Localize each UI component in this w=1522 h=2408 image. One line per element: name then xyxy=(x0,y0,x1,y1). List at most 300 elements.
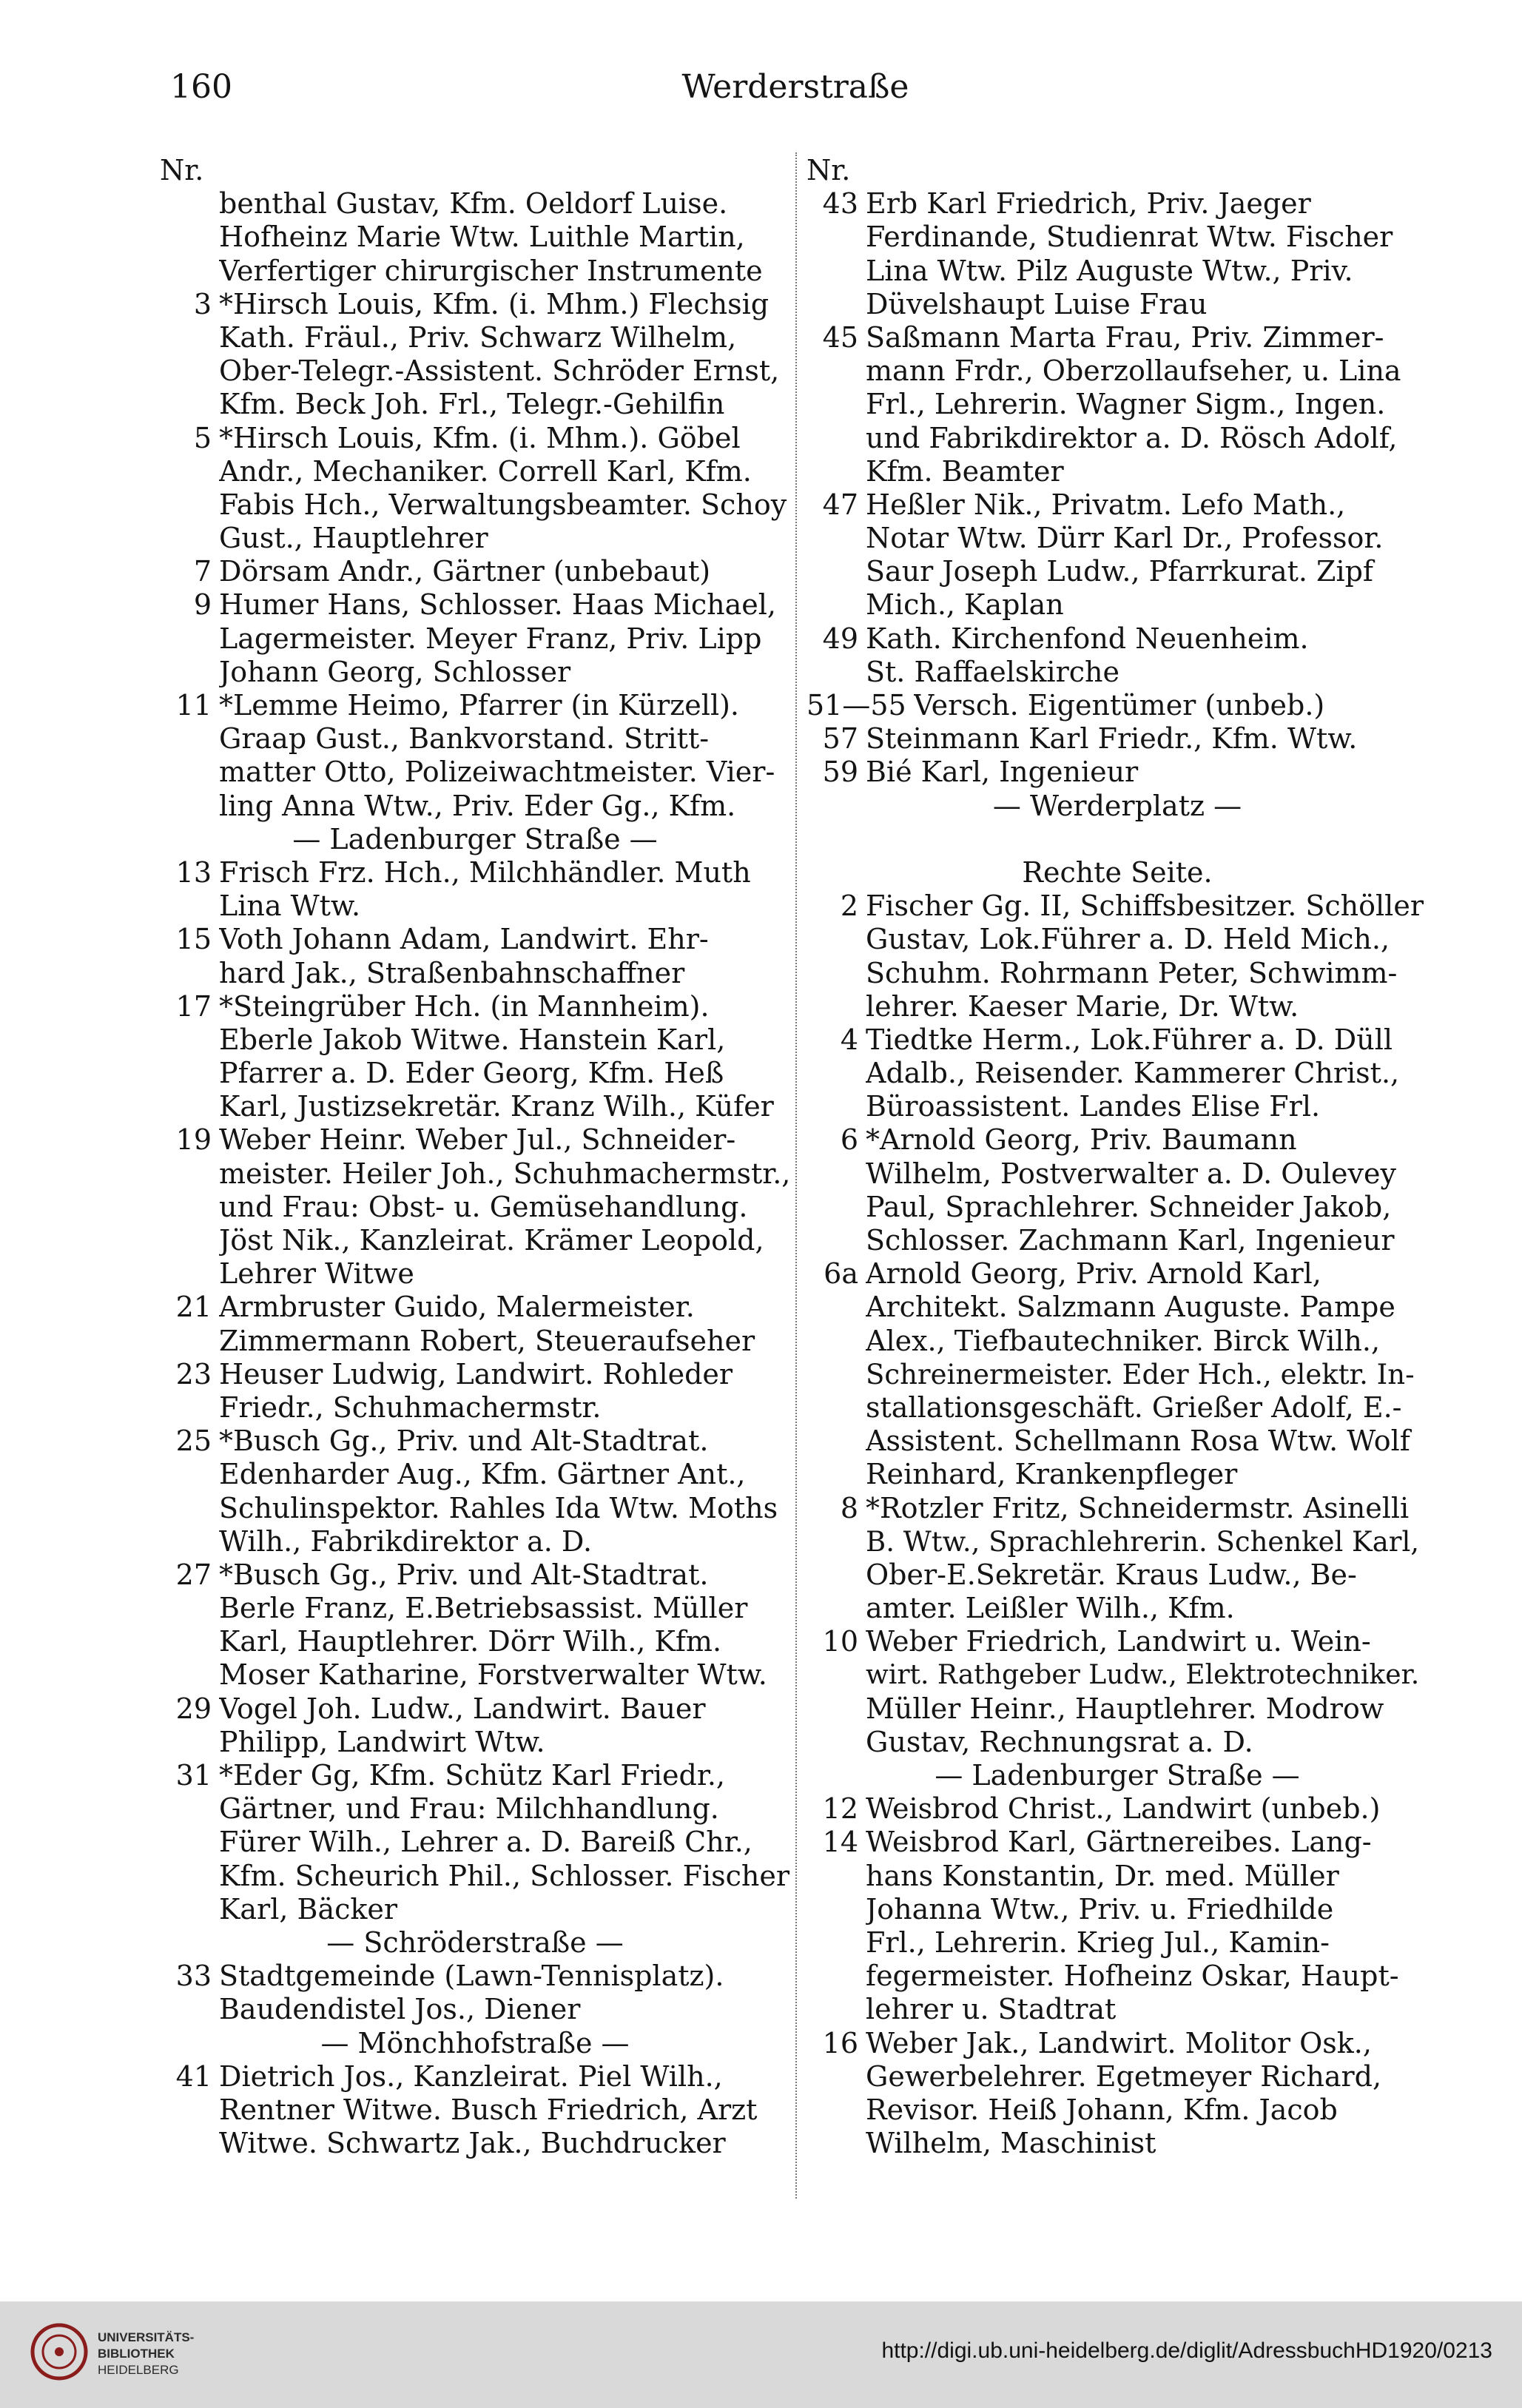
house-number xyxy=(160,1860,219,1893)
house-number: 13 xyxy=(175,855,212,889)
entry-text: Lina Wtw. Pilz Auguste Wtw., Priv. xyxy=(866,254,1353,287)
house-number xyxy=(807,1926,866,1960)
directory-entry-line xyxy=(160,321,790,354)
section-heading: — Mönchhofstraße — xyxy=(320,2026,630,2059)
house-number: 33 xyxy=(175,1960,212,1993)
house-number xyxy=(807,1325,866,1358)
entry-text: Baudendistel Jos., Diener xyxy=(219,1993,581,2026)
entry-text: Gust., Hauptlehrer xyxy=(219,522,488,555)
directory-entry-line xyxy=(807,990,1428,1023)
house-number xyxy=(160,722,219,756)
directory-entry-line xyxy=(807,1558,1428,1592)
house-number: 59 xyxy=(822,756,858,789)
directory-entry-line xyxy=(807,422,1428,455)
directory-entry-line xyxy=(160,221,790,254)
entry-text: Gewerbelehrer. Egetmeyer Richard, xyxy=(866,2059,1382,2093)
house-number: 2 xyxy=(840,889,858,923)
house-number: 5 xyxy=(193,421,212,454)
entry-text: Kfm. Scheurich Phil., Schlosser. Fischer xyxy=(219,1859,790,1892)
directory-entry-line xyxy=(807,689,1428,722)
directory-entry-line xyxy=(160,1391,790,1425)
house-number: 27 xyxy=(175,1558,212,1591)
library-seal-icon xyxy=(30,2322,89,2381)
entry-text: Karl, Justizsekretär. Kranz Wilh., Küfer xyxy=(219,1090,774,1123)
directory-entry-line xyxy=(807,2093,1428,2127)
directory-entry-line xyxy=(160,1692,790,1726)
entry-text: Fabis Hch., Verwaltungsbeamter. Schoy xyxy=(219,488,787,521)
house-number xyxy=(807,1291,866,1324)
house-number xyxy=(807,1391,866,1425)
house-number xyxy=(807,1993,866,2026)
entry-text: *Steingrüber Hch. (in Mannheim). xyxy=(219,989,710,1023)
entry-text: Ferdinande, Studienrat Wtw. Fischer xyxy=(866,221,1393,254)
house-number xyxy=(807,1425,866,1458)
footer-bar xyxy=(0,2301,1522,2408)
house-number: 51—55 xyxy=(807,689,906,722)
directory-entry-line xyxy=(807,522,1428,555)
entry-text: und Frau: Obst- u. Gemüsehandlung. xyxy=(219,1190,748,1223)
house-number xyxy=(807,1658,866,1692)
directory-entry-line xyxy=(807,1826,1428,1859)
entry-text: Weisbrod Karl, Gärtnereibes. Lang- xyxy=(866,1826,1372,1859)
library-logo xyxy=(30,2316,252,2393)
entry-text: benthal Gustav, Kfm. Oeldorf Luise. xyxy=(219,187,728,221)
house-number: 6a xyxy=(824,1257,858,1291)
house-number xyxy=(160,1658,219,1692)
house-number xyxy=(160,1458,219,1491)
house-number xyxy=(160,889,219,923)
entry-text: *Arnold Georg, Priv. Baumann xyxy=(866,1123,1297,1157)
directory-entry-line xyxy=(160,1425,790,1458)
house-number: 7 xyxy=(193,555,212,588)
entry-text: Steinmann Karl Friedr., Kfm. Wtw. xyxy=(866,722,1358,756)
house-number xyxy=(160,756,219,789)
house-number: 57 xyxy=(822,722,858,756)
entry-text: Pfarrer a. D. Eder Georg, Kfm. Heß xyxy=(219,1057,724,1090)
entry-text: Ober-E.Sekretär. Kraus Ludw., Be- xyxy=(866,1558,1357,1591)
section-heading: — Werderplatz — xyxy=(992,789,1242,822)
entry-text: Graap Gust., Bankvorstand. Stritt- xyxy=(219,722,710,756)
entry-text: Paul, Sprachlehrer. Schneider Jakob, xyxy=(866,1190,1392,1223)
section-heading: Rechte Seite. xyxy=(1022,855,1213,889)
entry-text: Frisch Frz. Hch., Milchhändler. Muth xyxy=(219,855,751,889)
entry-text: Vogel Joh. Ludw., Landwirt. Bauer xyxy=(219,1692,706,1725)
entry-text: Frl., Lehrerin. Wagner Sigm., Ingen. xyxy=(866,388,1386,421)
entry-text: Versch. Eigentümer (unbeb.) xyxy=(913,689,1325,722)
house-number xyxy=(160,790,219,823)
logo-line-1: UNIVERSITÄTS- xyxy=(98,2330,195,2344)
house-number xyxy=(807,1358,866,1391)
house-number xyxy=(160,1726,219,1759)
entry-text: fegermeister. Hofheinz Oskar, Haupt- xyxy=(866,1960,1399,1993)
directory-entry-line xyxy=(807,2127,1428,2160)
entry-text: Mich., Kaplan xyxy=(866,588,1064,622)
entry-text: Kath. Fräul., Priv. Schwarz Wilhelm, xyxy=(219,320,737,354)
house-number xyxy=(807,422,866,455)
directory-entry-line xyxy=(160,288,790,321)
house-number xyxy=(807,990,866,1023)
entry-text: Witwe. Schwartz Jak., Buchdrucker xyxy=(219,2127,726,2160)
directory-entry-line xyxy=(807,1893,1428,1926)
directory-entry-line xyxy=(807,555,1428,588)
entry-text: Andr., Mechaniker. Correll Karl, Kfm. xyxy=(219,454,752,488)
entry-text: Frl., Lehrerin. Krieg Jul., Kamin- xyxy=(866,1926,1330,1959)
entry-text: stallationsgeschäft. Grießer Adolf, E.- xyxy=(866,1390,1402,1424)
house-number xyxy=(160,1191,219,1224)
house-number xyxy=(160,488,219,522)
house-number xyxy=(807,354,866,388)
entry-text: Humer Hans, Schlosser. Haas Michael, xyxy=(219,588,776,622)
directory-entry-line xyxy=(807,1860,1428,1893)
house-number xyxy=(807,1726,866,1759)
directory-entry-line xyxy=(160,187,790,221)
entry-text: Notar Wtw. Dürr Karl Dr., Professor. xyxy=(866,522,1384,555)
directory-entry-line xyxy=(160,1592,790,1625)
house-number xyxy=(807,1592,866,1625)
directory-entry-line xyxy=(160,1191,790,1224)
entry-text: Architekt. Salzmann Auguste. Pampe xyxy=(866,1291,1395,1324)
directory-entry-line xyxy=(160,990,790,1023)
number-column-heading: Nr. xyxy=(160,154,204,186)
entry-text: Lina Wtw. xyxy=(219,889,361,923)
house-number xyxy=(160,522,219,555)
directory-entry-line xyxy=(160,689,790,722)
directory-entry-line xyxy=(160,1224,790,1257)
entry-text: Assistent. Schellmann Rosa Wtw. Wolf xyxy=(866,1425,1410,1458)
house-number xyxy=(160,1023,219,1057)
right-column xyxy=(807,154,1428,2160)
house-number xyxy=(160,455,219,488)
entry-text: Wilh., Fabrikdirektor a. D. xyxy=(219,1524,593,1558)
house-number: 41 xyxy=(175,2059,212,2093)
entry-text: Voth Johann Adam, Landwirt. Ehr- xyxy=(219,923,709,956)
directory-entry-line xyxy=(807,1325,1428,1358)
directory-entry-line xyxy=(807,321,1428,354)
entry-text: Philipp, Landwirt Wtw. xyxy=(219,1725,545,1758)
entry-text: Schlosser. Zachmann Karl, Ingenieur xyxy=(866,1224,1395,1257)
directory-entry-line xyxy=(807,1993,1428,2026)
directory-entry-line xyxy=(807,388,1428,421)
house-number: 4 xyxy=(840,1023,858,1056)
directory-entry-line xyxy=(160,1792,790,1826)
house-number xyxy=(807,2060,866,2093)
directory-entry-line xyxy=(807,2027,1428,2060)
house-number: 19 xyxy=(175,1123,212,1157)
entry-text: *Busch Gg., Priv. und Alt-Stadtrat. xyxy=(219,1558,709,1591)
blank-line xyxy=(807,823,1428,856)
entry-text: Schreinermeister. Eder Hch., elektr. In- xyxy=(866,1358,1415,1390)
directory-entry-line xyxy=(807,488,1428,522)
house-number: 49 xyxy=(822,622,858,655)
house-number xyxy=(807,288,866,321)
house-number xyxy=(160,1592,219,1625)
house-number xyxy=(160,957,219,990)
house-number: 6 xyxy=(840,1123,858,1157)
entry-text: Edenharder Aug., Kfm. Gärtner Ant., xyxy=(219,1458,746,1491)
directory-entry-line xyxy=(160,354,790,388)
source-url[interactable]: http://digi.ub.uni-heidelberg.de/diglit/AdressbuchHD1920/0213 xyxy=(881,2338,1492,2363)
directory-entry-line xyxy=(160,1325,790,1358)
directory-entry-line xyxy=(160,1558,790,1592)
entry-text: *Eder Gg, Kfm. Schütz Karl Friedr., xyxy=(219,1759,725,1792)
entry-text: Düvelshaupt Luise Frau xyxy=(866,287,1208,320)
directory-entry-line xyxy=(160,255,790,288)
entry-text: Erb Karl Friedrich, Priv. Jaeger xyxy=(866,187,1311,221)
directory-entry-line xyxy=(160,2093,790,2127)
house-number: 16 xyxy=(822,2026,858,2059)
directory-entry-line xyxy=(160,2060,790,2093)
directory-entry-line xyxy=(160,889,790,923)
directory-entry-line xyxy=(160,722,790,756)
house-number xyxy=(160,1224,219,1257)
directory-entry-line xyxy=(160,1090,790,1123)
directory-entry-line xyxy=(160,1625,790,1658)
directory-entry-line xyxy=(807,722,1428,756)
entry-text: lehrer. Kaeser Marie, Dr. Wtw. xyxy=(866,989,1299,1023)
entry-text: lehrer u. Stadtrat xyxy=(866,1993,1117,2026)
entry-text: Gustav, Rechnungsrat a. D. xyxy=(866,1725,1253,1758)
house-number xyxy=(807,957,866,990)
house-number xyxy=(160,1157,219,1191)
house-number xyxy=(160,1325,219,1358)
directory-entry-line xyxy=(807,1257,1428,1291)
entry-text: mann Frdr., Oberzollaufseher, u. Lina xyxy=(866,354,1401,388)
directory-entry-line xyxy=(807,889,1428,923)
house-number xyxy=(807,1558,866,1592)
entry-text: Johanna Wtw., Priv. u. Friedhilde xyxy=(866,1892,1334,1926)
entry-text: Schuhm. Rohrmann Peter, Schwimm- xyxy=(866,956,1398,989)
house-number xyxy=(160,1792,219,1826)
page-number: 160 xyxy=(170,68,232,106)
number-column-heading: Nr. xyxy=(807,154,851,186)
house-number xyxy=(807,221,866,254)
entry-text: Kfm. Beamter xyxy=(866,454,1064,488)
house-number xyxy=(807,522,866,555)
directory-entry-line xyxy=(160,923,790,956)
section-heading: — Ladenburger Straße — xyxy=(935,1759,1300,1792)
directory-entry-line xyxy=(160,2127,790,2160)
house-number xyxy=(160,354,219,388)
entry-text: Revisor. Heiß Johann, Kfm. Jacob xyxy=(866,2093,1338,2126)
entry-text: Dietrich Jos., Kanzleirat. Piel Wilh., xyxy=(219,2059,723,2093)
directory-entry-line xyxy=(160,622,790,656)
directory-entry-line xyxy=(807,1425,1428,1458)
directory-entry-line xyxy=(807,1792,1428,1826)
directory-entry-line xyxy=(807,1625,1428,1658)
house-number xyxy=(807,1458,866,1491)
entry-text: Kath. Kirchenfond Neuenheim. xyxy=(866,622,1309,655)
directory-entry-line xyxy=(160,1525,790,1558)
house-number xyxy=(807,255,866,288)
entry-text: Lagermeister. Meyer Franz, Priv. Lipp xyxy=(219,622,762,655)
entry-text: Gustav, Lok.Führer a. D. Held Mich., xyxy=(866,923,1390,956)
directory-entry-line xyxy=(160,455,790,488)
entry-text: Fischer Gg. II, Schiffsbesitzer. Schöller xyxy=(866,889,1424,923)
directory-entry-line xyxy=(160,1057,790,1090)
directory-entry-line xyxy=(160,756,790,789)
house-number: 25 xyxy=(175,1425,212,1458)
directory-entry-line xyxy=(160,588,790,622)
directory-entry-line xyxy=(807,1692,1428,1726)
entry-text: Karl, Bäcker xyxy=(219,1892,398,1926)
entry-text: Müller Heinr., Hauptlehrer. Modrow xyxy=(866,1692,1384,1725)
house-number: 11 xyxy=(175,689,212,722)
directory-entry-line xyxy=(807,455,1428,488)
house-number: 17 xyxy=(175,989,212,1023)
directory-entry-line xyxy=(807,1926,1428,1960)
directory-entry-line xyxy=(160,388,790,421)
directory-entry-line xyxy=(160,422,790,455)
entry-text: Johann Georg, Schlosser xyxy=(219,655,571,688)
house-number xyxy=(160,1525,219,1558)
logo-line-3: HEIDELBERG xyxy=(98,2363,179,2377)
house-number xyxy=(160,321,219,354)
house-number: 21 xyxy=(175,1291,212,1324)
entry-text: Tiedtke Herm., Lok.Führer a. D. Düll xyxy=(866,1023,1393,1056)
house-number xyxy=(160,255,219,288)
logo-line-2: BIBLIOTHEK xyxy=(98,2347,175,2361)
entry-text: *Lemme Heimo, Pfarrer (in Kürzell). xyxy=(219,689,739,722)
directory-entry-line xyxy=(160,1960,790,1993)
house-number: 23 xyxy=(175,1357,212,1390)
running-title: Werderstraße xyxy=(681,68,909,106)
house-number xyxy=(160,1993,219,2026)
entry-text: Eberle Jakob Witwe. Hanstein Karl, xyxy=(219,1023,726,1056)
house-number: 29 xyxy=(175,1692,212,1725)
directory-entry-line xyxy=(807,354,1428,388)
entry-text: Armbruster Guido, Malermeister. xyxy=(219,1291,695,1324)
house-number: 3 xyxy=(193,287,212,320)
entry-text: Zimmermann Robert, Steueraufseher xyxy=(219,1324,755,1357)
house-number xyxy=(160,622,219,656)
house-number xyxy=(807,1157,866,1191)
house-number: 9 xyxy=(193,588,212,622)
entry-text: Adalb., Reisender. Kammerer Christ., xyxy=(866,1057,1400,1090)
house-number: 8 xyxy=(840,1491,858,1524)
directory-entry-line xyxy=(160,1492,790,1525)
entry-text: Dörsam Andr., Gärtner (unbebaut) xyxy=(219,555,711,588)
house-number xyxy=(807,555,866,588)
directory-entry-line xyxy=(160,1458,790,1491)
house-number xyxy=(160,1893,219,1926)
entry-text: matter Otto, Polizeiwachtmeister. Vier- xyxy=(219,756,775,789)
entry-text: Heuser Ludwig, Landwirt. Rohleder xyxy=(219,1357,733,1390)
house-number xyxy=(807,1057,866,1090)
directory-entry-line xyxy=(160,1860,790,1893)
entry-text: *Busch Gg., Priv. und Alt-Stadtrat. xyxy=(219,1425,709,1458)
entry-text: Rentner Witwe. Busch Friedrich, Arzt xyxy=(219,2093,758,2126)
entry-text: Heßler Nik., Privatm. Lefo Math., xyxy=(866,488,1346,521)
directory-entry-line xyxy=(807,1157,1428,1191)
entry-text: Weisbrod Christ., Landwirt (unbeb.) xyxy=(866,1792,1381,1826)
entry-text: Weber Heinr. Weber Jul., Schneider- xyxy=(219,1123,736,1157)
entry-text: amter. Leißler Wilh., Kfm. xyxy=(866,1592,1235,1625)
house-number: 15 xyxy=(175,923,212,956)
directory-entry-line xyxy=(807,588,1428,622)
directory-entry-line xyxy=(807,656,1428,689)
directory-entry-line xyxy=(807,1658,1428,1692)
house-number xyxy=(160,656,219,689)
house-number: 14 xyxy=(822,1826,858,1859)
directory-entry-line xyxy=(160,1893,790,1926)
entry-text: Saur Joseph Ludw., Pfarrkurat. Zipf xyxy=(866,555,1373,588)
house-number xyxy=(160,1391,219,1425)
entry-text: und Fabrikdirektor a. D. Rösch Adolf, xyxy=(866,421,1398,454)
entry-text: Saßmann Marta Frau, Priv. Zimmer- xyxy=(866,320,1384,354)
directory-entry-line xyxy=(160,790,790,823)
entry-text: Arnold Georg, Priv. Arnold Karl, xyxy=(866,1257,1321,1291)
directory-entry-line xyxy=(160,1157,790,1191)
entry-text: Hofheinz Marie Wtw. Luithle Martin, xyxy=(219,221,745,254)
house-number xyxy=(807,1893,866,1926)
entry-text: Stadtgemeinde (Lawn-Tennisplatz). xyxy=(219,1960,724,1993)
directory-entry-line xyxy=(160,1726,790,1759)
directory-entry-line xyxy=(160,522,790,555)
directory-entry-line xyxy=(160,1658,790,1692)
house-number xyxy=(807,1191,866,1224)
directory-entry-line xyxy=(807,1458,1428,1491)
directory-entry-line xyxy=(807,1726,1428,1759)
entry-text: Wilhelm, Maschinist xyxy=(866,2127,1156,2160)
house-number xyxy=(807,1960,866,1993)
entry-text: Schulinspektor. Rahles Ida Wtw. Moths xyxy=(219,1491,778,1524)
house-number xyxy=(160,1257,219,1291)
directory-entry-line xyxy=(160,1358,790,1391)
house-number xyxy=(160,1492,219,1525)
entry-text: ling Anna Wtw., Priv. Eder Gg., Kfm. xyxy=(219,789,736,822)
entry-text: Lehrer Witwe xyxy=(219,1257,414,1291)
entry-text: Friedr., Schuhmachermstr. xyxy=(219,1390,602,1424)
directory-entry-line xyxy=(160,555,790,588)
house-number xyxy=(807,1224,866,1257)
directory-entry-line xyxy=(807,187,1428,221)
entry-text: Berle Franz, E.Betriebsassist. Müller xyxy=(219,1592,748,1625)
entry-text: Wilhelm, Postverwalter a. D. Oulevey xyxy=(866,1157,1396,1190)
house-number xyxy=(807,388,866,421)
section-heading: — Ladenburger Straße — xyxy=(292,822,658,855)
house-number: 47 xyxy=(822,488,858,521)
section-heading: — Schröderstraße — xyxy=(326,1926,624,1959)
entry-text: B. Wtw., Sprachlehrerin. Schenkel Karl, xyxy=(866,1525,1420,1558)
house-number: 45 xyxy=(822,320,858,354)
directory-entry-line xyxy=(160,1291,790,1324)
house-number xyxy=(807,1525,866,1558)
entry-text: Gärtner, und Frau: Milchhandlung. xyxy=(219,1792,719,1826)
directory-entry-line xyxy=(807,1023,1428,1057)
directory-entry-line xyxy=(807,221,1428,254)
entry-text: *Rotzler Fritz, Schneidermstr. Asinelli xyxy=(866,1491,1410,1524)
directory-entry-line xyxy=(160,957,790,990)
directory-entry-line xyxy=(160,1759,790,1792)
directory-entry-line xyxy=(807,622,1428,656)
house-number xyxy=(807,1860,866,1893)
house-number: 31 xyxy=(175,1759,212,1792)
directory-entry-line xyxy=(807,1090,1428,1123)
left-column xyxy=(160,154,790,2160)
entry-text: *Hirsch Louis, Kfm. (i. Mhm.) Flechsig xyxy=(219,287,770,320)
house-number xyxy=(807,1692,866,1726)
house-number xyxy=(160,187,219,221)
directory-entry-line xyxy=(807,1123,1428,1157)
house-number xyxy=(807,1090,866,1123)
entry-text: Jöst Nik., Kanzleirat. Krämer Leopold, xyxy=(219,1224,764,1257)
entry-text: Bié Karl, Ingenieur xyxy=(866,756,1139,789)
house-number xyxy=(160,1090,219,1123)
house-number xyxy=(160,1826,219,1859)
entry-text: meister. Heiler Joh., Schuhmachermstr., xyxy=(219,1157,790,1190)
entry-text: Weber Friedrich, Landwirt u. Wein- xyxy=(866,1625,1371,1658)
house-number xyxy=(160,388,219,421)
